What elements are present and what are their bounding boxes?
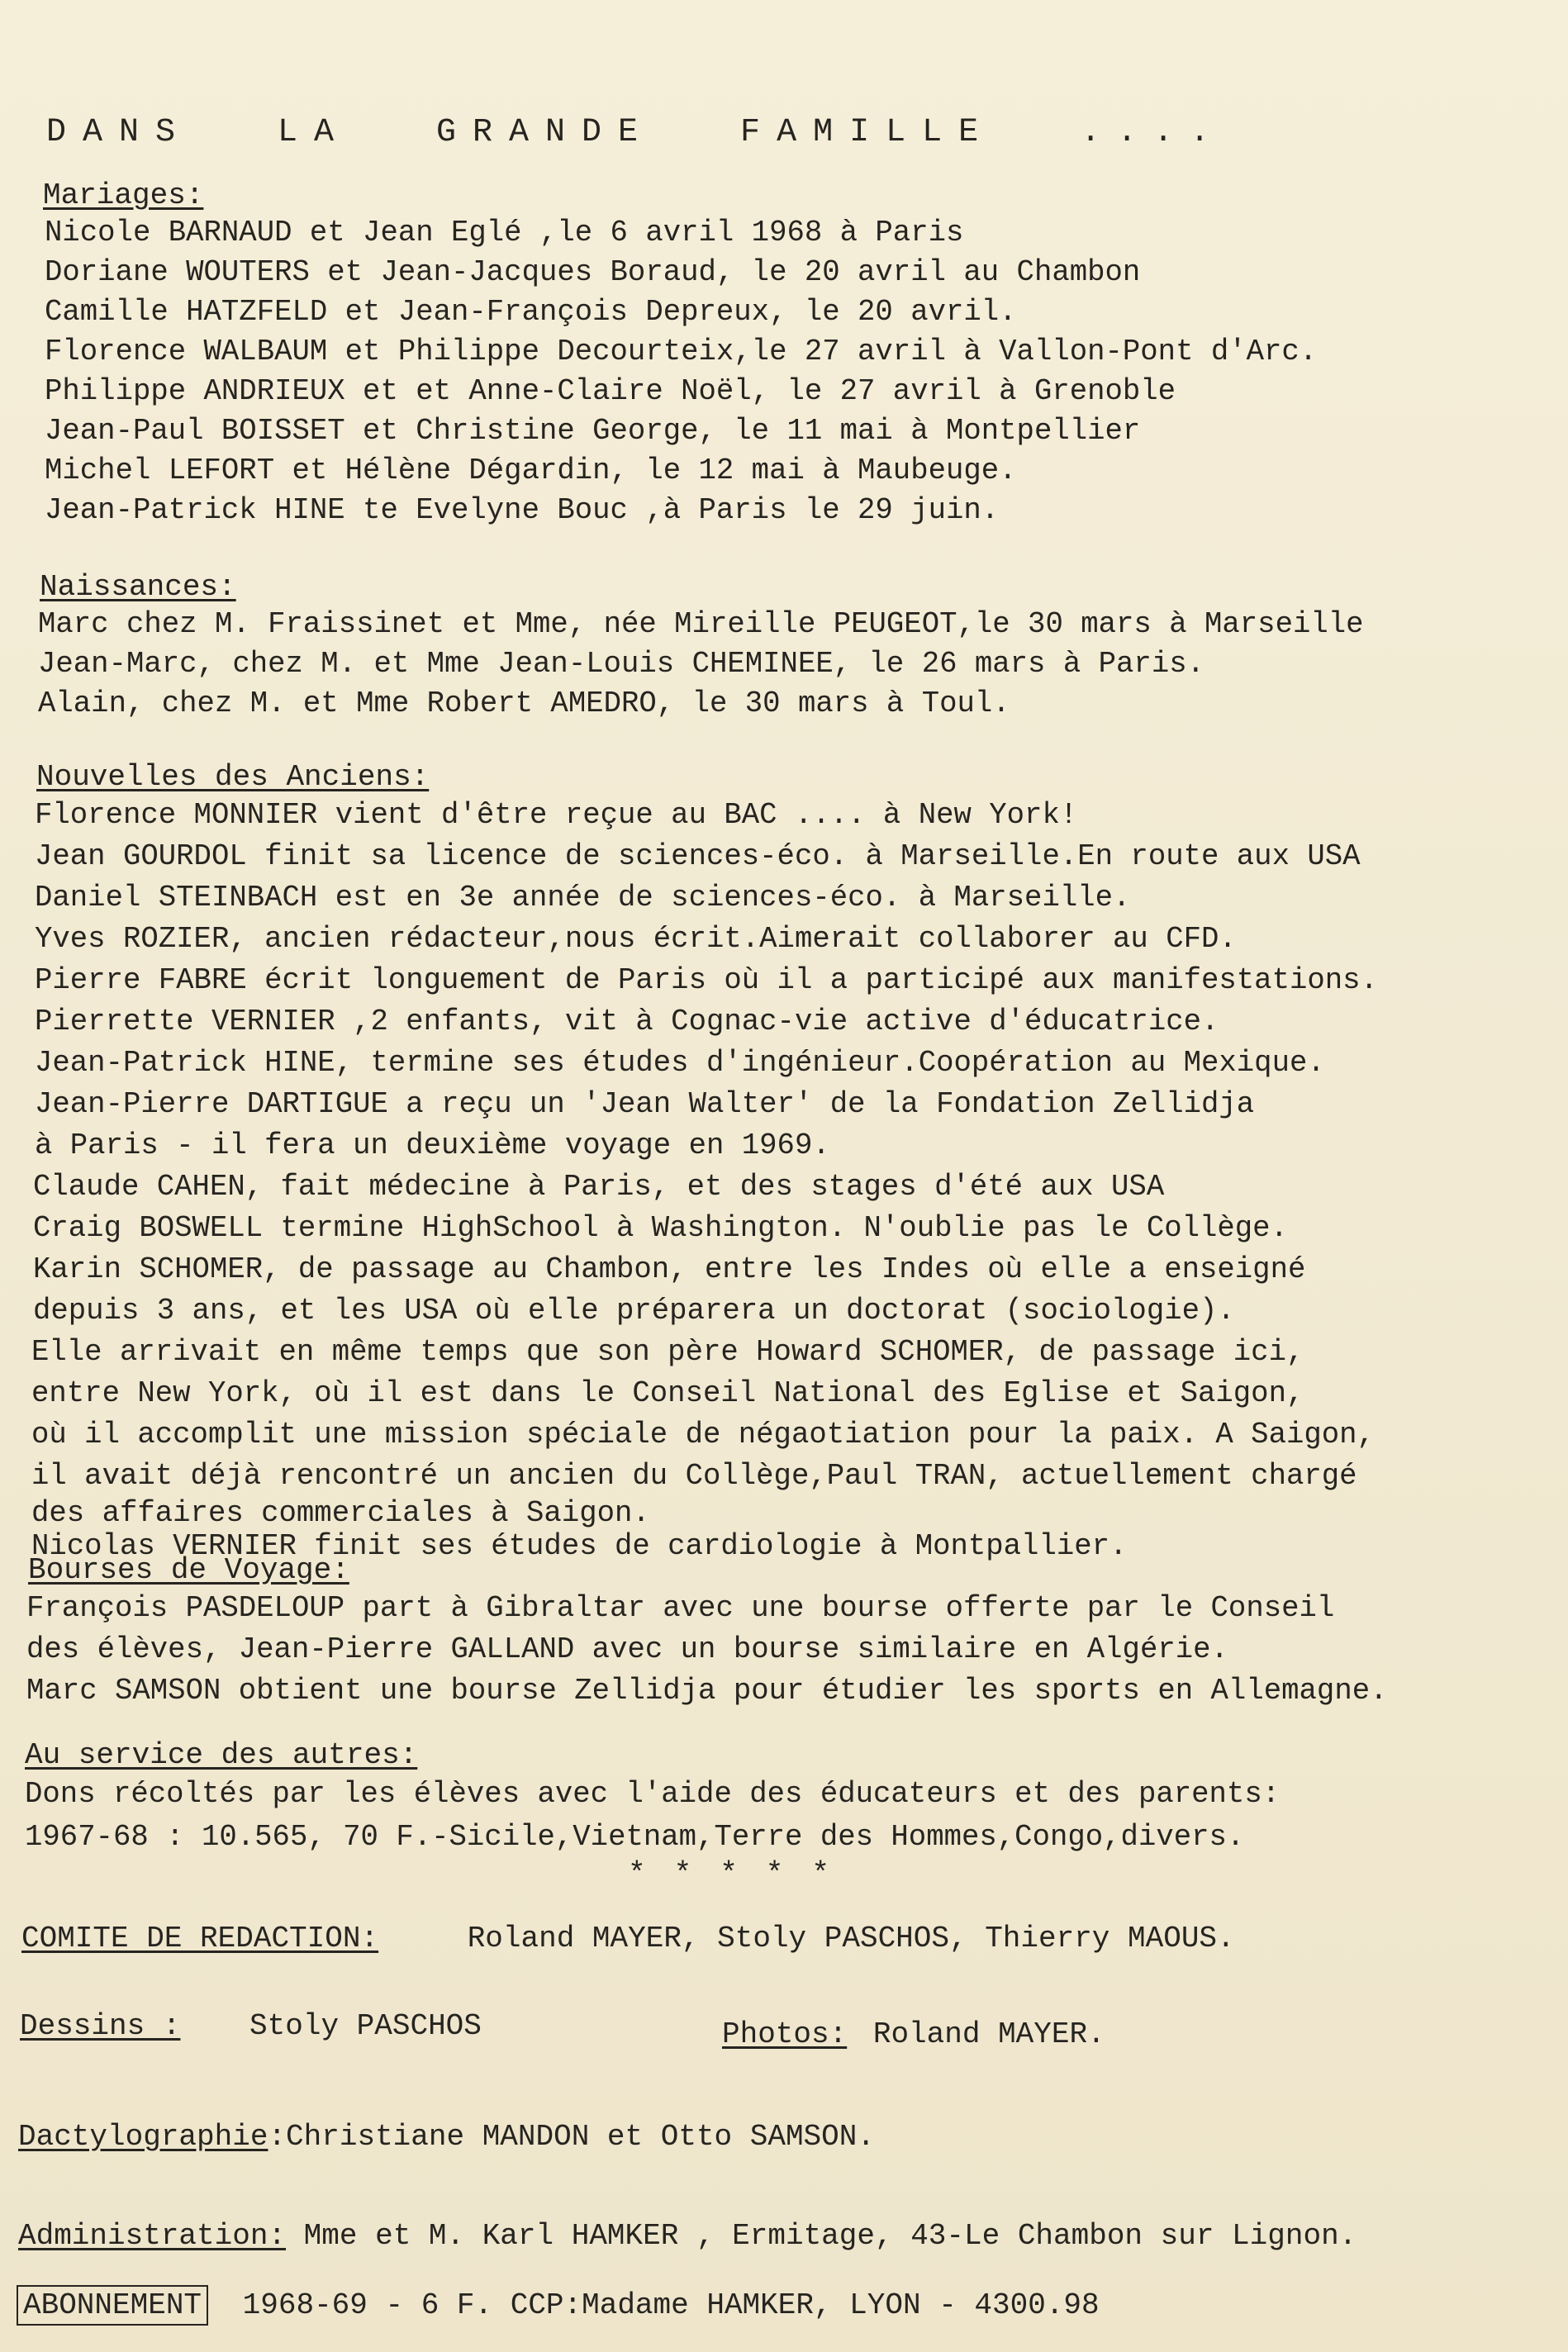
credit-value: :Christiane MANDON et Otto SAMSON.: [268, 2120, 875, 2154]
section-heading-mariages: Mariages:: [43, 178, 204, 212]
text-line: Yves ROZIER, ancien rédacteur,nous écrit.Aimerait collaborer au CFD.: [35, 922, 1237, 956]
credit-value: Roland MAYER, Stoly PASCHOS, Thierry MAOUS.: [467, 1922, 1235, 1955]
section-heading-service: Au service des autres:: [25, 1738, 418, 1772]
text-line: Jean-Pierre DARTIGUE a reçu un 'Jean Walter' de la Fondation Zellidja: [35, 1087, 1255, 1121]
text-line: où il accomplit une mission spéciale de négaotiation pour la paix. A Saigon,: [31, 1418, 1375, 1452]
text-line: Elle arrivait en même temps que son père Howard SCHOMER, de passage ici,: [31, 1335, 1304, 1369]
text-line: Alain, chez M. et Mme Robert AMEDRO, le 30 mars à Toul.: [38, 687, 1010, 720]
text-line: Jean-Patrick HINE, termine ses études d'ingénieur.Coopération au Mexique.: [35, 1046, 1325, 1080]
text-line: depuis 3 ans, et les USA où elle préparera un doctorat (sociologie).: [33, 1294, 1235, 1328]
text-line: Craig BOSWELL termine HighSchool à Washington. N'oublie pas le Collège.: [33, 1211, 1288, 1245]
text-line: il avait déjà rencontré un ancien du Collège,Paul TRAN, actuellement chargé: [31, 1459, 1357, 1493]
text-line: Pierrette VERNIER ,2 enfants, vit à Cognac-vie active d'éducatrice.: [35, 1005, 1219, 1038]
credit-label: Dessins :: [20, 2009, 181, 2043]
text-line: Marc chez M. Fraissinet et Mme, née Mireille PEUGEOT,le 30 mars à Marseille: [38, 607, 1364, 641]
credit-value: Mme et M. Karl HAMKER , Ermitage, 43-Le Chambon sur Lignon.: [303, 2219, 1357, 2253]
text-line: François PASDELOUP part à Gibraltar avec une bourse offerte par le Conseil: [26, 1591, 1335, 1625]
text-line: Jean GOURDOL finit sa licence de sciences-éco. à Marseille.En route aux USA: [35, 839, 1361, 873]
credit-label: COMITE DE REDACTION:: [21, 1922, 379, 1955]
text-line: à Paris - il fera un deuxième voyage en 1969.: [35, 1128, 830, 1162]
section-heading-anciens: Nouvelles des Anciens:: [36, 760, 430, 794]
credit-photos: [722, 2017, 1105, 2051]
credit-dactylographie: [18, 2120, 875, 2154]
section-bourses-de-voyage: [0, 1553, 1568, 1712]
text-line: Daniel STEINBACH est en 3e année de sciences-éco. à Marseille.: [35, 881, 1131, 915]
text-line: Jean-Patrick HINE te Evelyne Bouc ,à Paris le 29 juin.: [45, 493, 1000, 527]
credit-label: Administration:: [18, 2219, 287, 2253]
credit-administration: [18, 2219, 1357, 2253]
text-line: 1967-68 : 10.565, 70 F.-Sicile,Vietnam,Terre des Hommes,Congo,divers.: [25, 1820, 1245, 1854]
credit-label: ABONNEMENT: [17, 2285, 208, 2326]
text-line: Marc SAMSON obtient une bourse Zellidja pour étudier les sports en Allemagne.: [26, 1674, 1388, 1708]
text-line: Dons récoltés par les élèves avec l'aide des éducateurs et des parents:: [25, 1777, 1281, 1811]
section-naissances: [0, 570, 1568, 724]
section-heading-naissances: Naissances:: [40, 570, 236, 604]
credit-label: Dactylographie: [18, 2120, 268, 2154]
text-line: Pierre FABRE écrit longuement de Paris où il a participé aux manifestations.: [35, 963, 1378, 997]
section-au-service-des-autres: [0, 1738, 1568, 1859]
text-line: Claude CAHEN, fait médecine à Paris, et des stages d'été aux USA: [33, 1170, 1165, 1204]
credit-value: 1968-69 - 6 F. CCP:Madame HAMKER, LYON - 4300.98: [242, 2288, 1100, 2322]
credit-label: Photos:: [722, 2017, 848, 2051]
text-line: Jean-Paul BOISSET et Christine George, le 11 mai à Montpellier: [45, 414, 1141, 448]
text-line: Karin SCHOMER, de passage au Chambon, entre les Indes où elle a enseigné: [33, 1252, 1306, 1286]
credit-comite: [21, 1922, 1235, 1955]
text-line: Florence MONNIER vient d'être reçue au BAC .... à New York!: [35, 798, 1078, 832]
section-mariages: [0, 178, 1568, 530]
text-line: des élèves, Jean-Pierre GALLAND avec un bourse similaire en Algérie.: [26, 1632, 1228, 1666]
text-line: Michel LEFORT et Hélène Dégardin, le 12 mai à Maubeuge.: [45, 454, 1017, 487]
credit-value: Roland MAYER.: [872, 2017, 1105, 2051]
text-line: Jean-Marc, chez M. et Mme Jean-Louis CHEMINEE, le 26 mars à Paris.: [38, 647, 1205, 681]
section-nouvelles-des-anciens: [0, 760, 1568, 1563]
credit-abonnement: [17, 2288, 1100, 2322]
text-line: Philippe ANDRIEUX et et Anne-Claire Noël, le 27 avril à Grenoble: [45, 374, 1176, 408]
text-line: entre New York, où il est dans le Conseil National des Eglise et Saigon,: [31, 1376, 1304, 1410]
text-line: Nicolas VERNIER finit ses études de cardiologie à Montpallier.: [31, 1529, 1128, 1563]
page-title: DANS LA GRANDE FAMILLE ....: [46, 114, 1227, 151]
text-line: des affaires commerciales à Saigon.: [31, 1496, 650, 1530]
credit-value: Stoly PASCHOS: [249, 2009, 482, 2043]
separator-stars: *****: [628, 1857, 858, 1891]
text-line: Camille HATZFELD et Jean-François Depreux, le 20 avril.: [45, 295, 1017, 329]
section-heading-bourses: Bourses de Voyage:: [28, 1553, 349, 1587]
text-line: Nicole BARNAUD et Jean Eglé ,le 6 avril 1968 à Paris: [45, 216, 964, 249]
text-line: Florence WALBAUM et Philippe Decourteix,le 27 avril à Vallon-Pont d'Arc.: [45, 335, 1318, 368]
credit-dessins: [20, 2009, 482, 2043]
text-line: Doriane WOUTERS et Jean-Jacques Boraud, le 20 avril au Chambon: [45, 255, 1141, 289]
